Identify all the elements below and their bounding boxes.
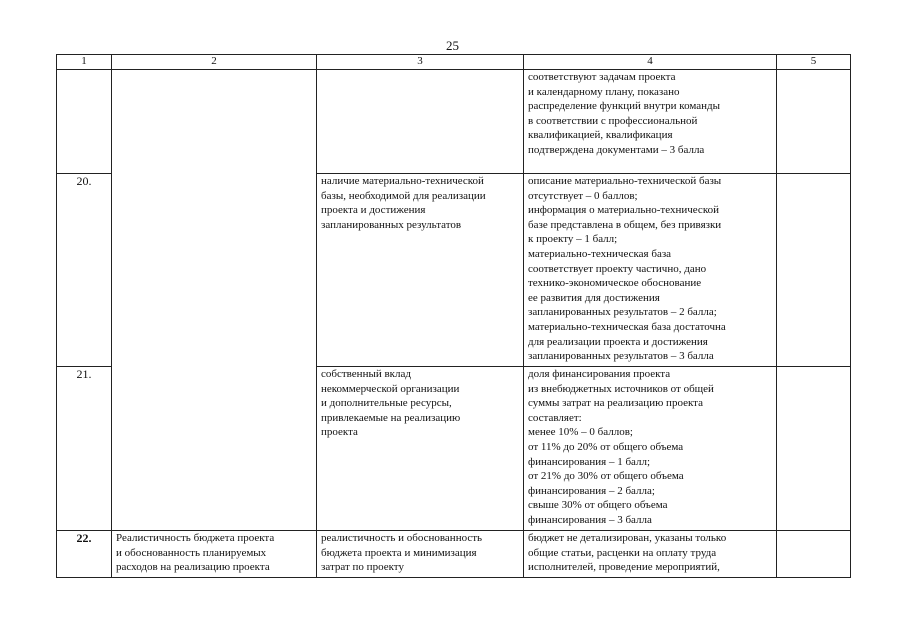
score-cell (777, 531, 851, 578)
column-header-1: 1 (57, 55, 112, 70)
column-header-4: 4 (524, 55, 777, 70)
scoring-cell: соответствуют задачам проекта и календарному плану, показано распределение функций внутри команды в соответствии с профессиональной квалификацией, квалификация подтверждена документами – 3 балла (524, 70, 777, 174)
row-number: 20. (57, 174, 112, 367)
score-cell (777, 367, 851, 531)
column-header-2: 2 (112, 55, 317, 70)
page-number: 25 (446, 38, 459, 53)
row-number: 21. (57, 367, 112, 531)
indicator-cell: собственный вклад некоммерческой организации и дополнительные ресурсы, привлекаемые на реализацию проекта (317, 367, 524, 531)
row-number: 22. (57, 531, 112, 578)
score-cell (777, 70, 851, 174)
column-header-5: 5 (777, 55, 851, 70)
scoring-cell: описание материально-технической базы отсутствует – 0 баллов; информация о материально-технической базе представлена в общем, без привязки к проекту – 1 балл; материально-техническая база соответствует проекту частично, дано технико-экономическое обоснование ее развития для достижения запланированных результатов – 2 балла; материально-техническая база достаточна для реализации проекта и достижения запланированных результатов – 3 балла (524, 174, 777, 367)
column-header-3: 3 (317, 55, 524, 70)
scoring-cell: доля финансирования проекта из внебюджетных источников от общей суммы затрат на реализацию проекта составляет: менее 10% – 0 баллов; от 11% до 20% от общего объема финансирования – 1 балл; от 21% до 30% от общего объема финансирования – 2 балла; свыше 30% от общего объема финансирования – 3 балла (524, 367, 777, 531)
scoring-cell: бюджет не детализирован, указаны только общие статьи, расценки на оплату труда исполнителей, проведение мероприятий, (524, 531, 777, 578)
table-row (57, 531, 851, 578)
criterion-cell (112, 70, 317, 531)
header-row (57, 55, 851, 70)
score-cell (777, 174, 851, 367)
criterion-cell: Реалистичность бюджета проекта и обоснованность планируемых расходов на реализацию проекта (112, 531, 317, 578)
row-number (57, 70, 112, 174)
criteria-table (56, 54, 851, 578)
indicator-cell: наличие материально-технической базы, необходимой для реализации проекта и достижения запланированных результатов (317, 174, 524, 367)
table-row (57, 70, 851, 174)
indicator-cell: реалистичность и обоснованность бюджета проекта и минимизация затрат по проекту (317, 531, 524, 578)
indicator-cell (317, 70, 524, 174)
